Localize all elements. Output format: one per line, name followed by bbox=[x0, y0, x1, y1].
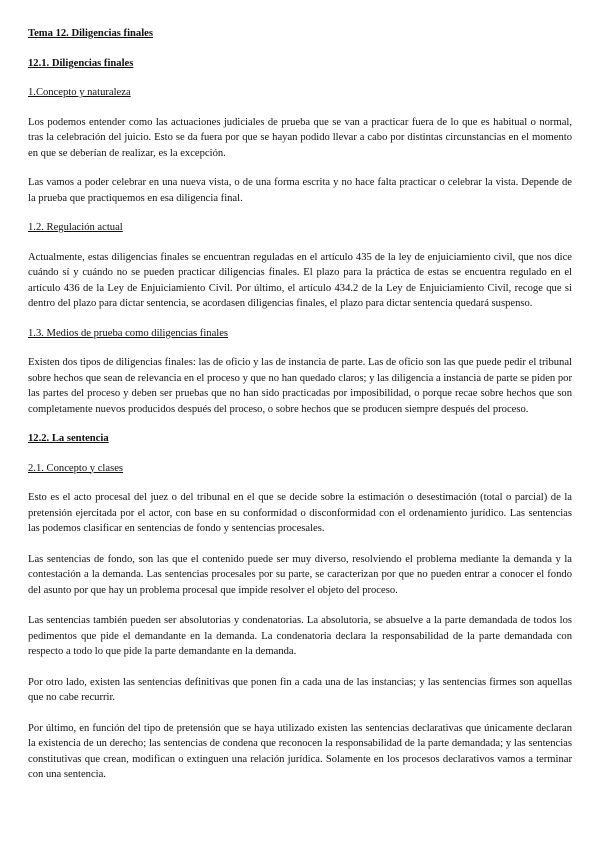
paragraph: Las vamos a poder celebrar en una nueva vista, o de una forma escrita y no hace falta practicar o celebrar la vista. Depende de la prueba que practiquemos en esa diligencia final. bbox=[28, 177, 572, 204]
paragraph: Los podemos entender como las actuaciones judiciales de prueba que se van a practicar fuera de lo que es habitual o normal, tras la celebración del juicio. Esto se da fuera por que se hayan podido llevar a cabo por distintas circunstancias en el momento en que se deberían de realizar, es la excepción. bbox=[28, 116, 572, 159]
section-heading-12-2: 12.2. La sentencia bbox=[28, 433, 109, 444]
subsection-heading-concepto-clases: 2.1. Concepto y clases bbox=[28, 462, 124, 474]
paragraph: Las sentencias también pueden ser absolutorias y condenatorias. La absolutoria, se absuelve a la parte demandada de todos los pedimentos que pide el demandante en la demanda. La condenatoria declara la responsabilidad de la parte demandada con respecto a todo lo que pide la parte demandante en la demanda. bbox=[28, 615, 572, 657]
paragraph: Las sentencias de fondo, son las que el contenido puede ser muy diverso, resolviendo el problema mediante la demanda y la contestación a la demanda. Las sentencias procesales por su parte, se caracterizan por que no pueden entrar a conocer el fondo del asunto por que hay un problema procesal que impide resolver el objeto del proceso. bbox=[28, 553, 572, 596]
paragraph: Por último, en función del tipo de pretensión que se haya utilizado existen las sentencias declarativas que únicamente declaran la existencia de un derecho; las sentencias de condena que reconocen la responsabilidad de la parte demandada; y las sentencias constitutivas que crean, modifican o extinguen una relación jurídica. Solamente en los procesos declarativos vamos a terminar con una sentencia. bbox=[28, 722, 572, 780]
paragraph: Actualmente, estas diligencias finales se encuentran reguladas en el artículo 435 de la ley de enjuiciamiento civil, que nos dice cuándo sí y cuándo no se pueden practicar diligencias finales. El plazo para la práctica de estas se encuentra regulado en el artículo 436 de la Ley de Enjuiciamiento Civil. Por último, el artículo 434.2 de la Ley de Enjuiciamiento Civil, recoge que si dentro del plazo para dictar sentencia, se acordasen diligencias finales, el plazo para dictar sentencia quedará suspenso. bbox=[28, 251, 572, 309]
subsection-heading-regulacion-actual: 1.2. Regulación actual bbox=[28, 222, 123, 233]
paragraph: Por otro lado, existen las sentencias definitivas que ponen fin a cada una de las instancias; y las sentencias firmes son aquellas que no cabe recurrir. bbox=[28, 676, 572, 703]
document-page bbox=[28, 26, 572, 798]
paragraph: Esto es el acto procesal del juez o del tribunal en el que se decide sobre la estimación o desestimación (total o parcial) de la pretensión ejercitada por el actor, con base en su conformidad o disconformidad con el ordenamiento jurídico. Las sentencias las podemos clasificar en sentencias de fondo y sentencias procesales. bbox=[28, 492, 572, 534]
paragraph: Existen dos tipos de diligencias finales: las de oficio y las de instancia de parte. Las de oficio son las que puede pedir el tribunal sobre hechos que sean de relevancia en el proceso y que no han quedado claros; y las diligencia a instancia de parte se piden por las partes del proceso y deben ser pruebas que no han sido practicadas por imposibilidad, o porque recae sobre hechos que son completamente nuevos producidos después del proceso, o sobre hechos que se producen siempre después del proceso. bbox=[28, 357, 572, 415]
subsection-heading-concepto-naturaleza: 1.Concepto y naturaleza bbox=[28, 87, 131, 98]
document-title: Tema 12. Diligencias finales bbox=[28, 28, 153, 39]
section-heading-12-1: 12.1. Diligencias finales bbox=[28, 57, 134, 69]
subsection-heading-medios-prueba: 1.3. Medios de prueba como diligencias finales bbox=[28, 327, 229, 339]
